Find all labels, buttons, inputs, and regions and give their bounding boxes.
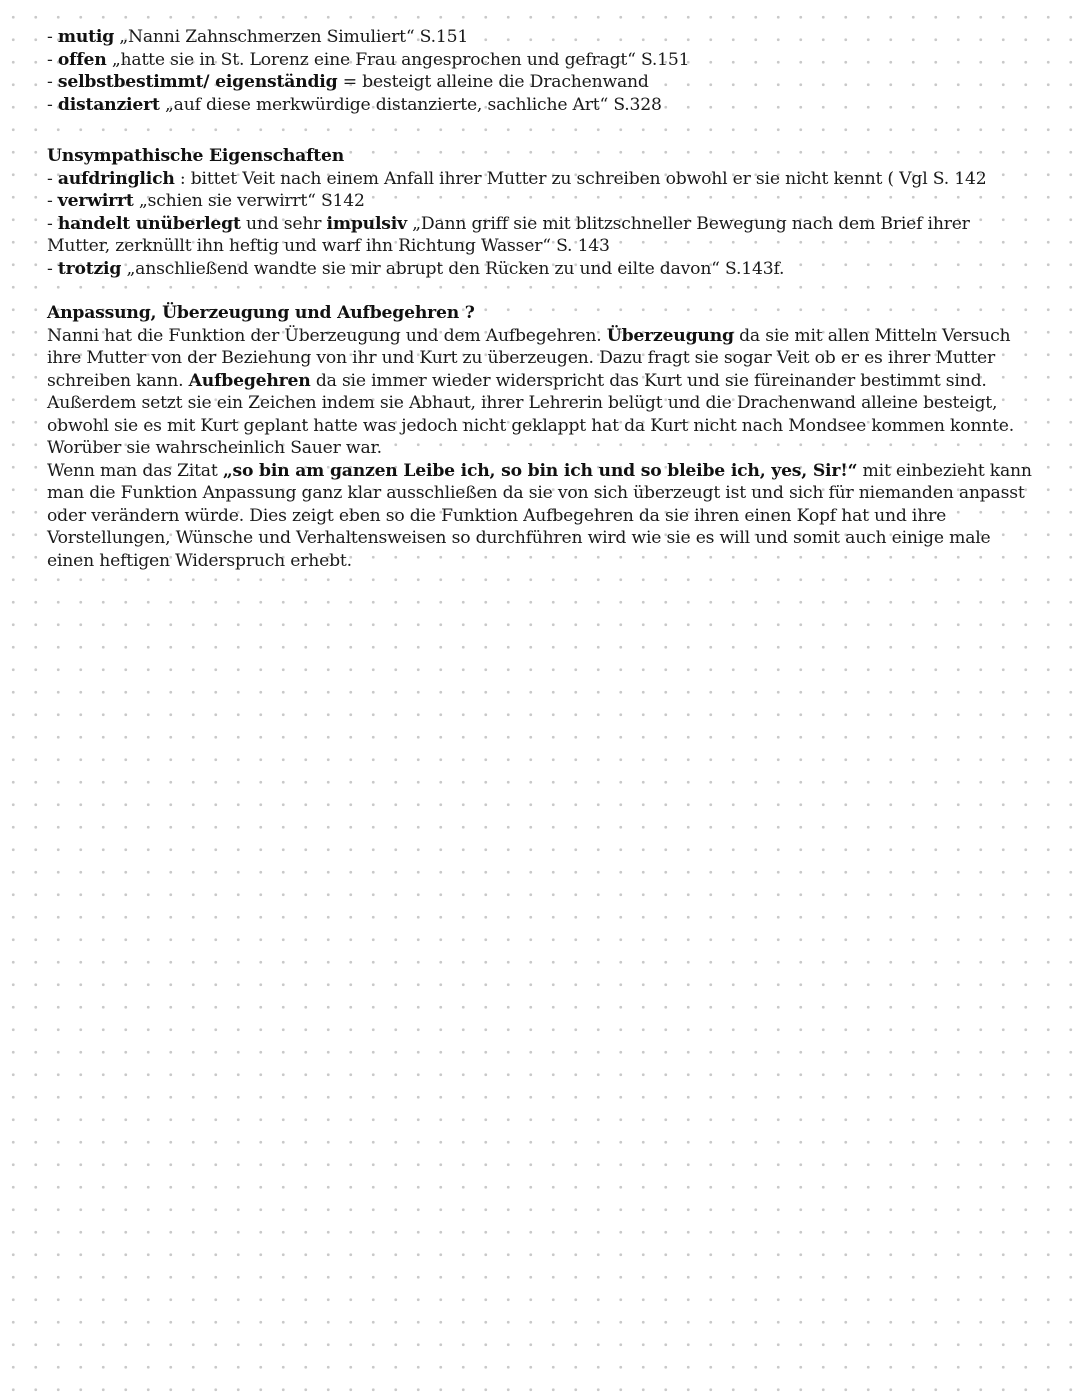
trait-term: offen: [57, 49, 107, 70]
paragraph-text: Wenn man das Zitat: [47, 460, 223, 481]
trait-connector: und sehr: [240, 213, 327, 234]
trait-detail: „Dann griff sie mit blitzschneller Bewegung nach dem Brief ihrer Mutter, zerknüllt ihn heftig und warf ihn Richtung Wasser“ S. 143: [47, 213, 970, 256]
trait-item-aufdringlich: - aufdringlich : bittet Veit nach einem Anfall ihrer Mutter zu schreiben obwohl er sie nicht kennt ( Vgl S. 142: [47, 168, 987, 189]
trait-term: mutig: [57, 27, 115, 47]
positive-traits-list: [47, 26, 1037, 116]
trait-item-mutig: - mutig „Nanni Zahnschmerzen Simuliert“ S.151: [47, 27, 469, 47]
trait-term: selbstbestimmt/ eigenständig: [57, 72, 338, 92]
trait-detail: „schien sie verwirrt“ S142: [133, 191, 365, 211]
trait-term: trotzig: [57, 258, 122, 279]
quote: „so bin am ganzen Leibe ich, so bin ich und so bleibe ich, yes, Sir!“: [222, 460, 858, 481]
unsympathetic-section: [47, 145, 1037, 280]
paragraph-text: da sie mit allen Mitteln Versuch ihre Mutter von der Beziehung von ihr und Kurt zu überzeugen. Dazu fragt sie sogar Veit ob er es ihrer Mutter schreiben kann.: [47, 325, 1011, 391]
analysis-heading: Anpassung, Überzeugung und Aufbegehren ?: [47, 303, 475, 323]
trait-item-distanziert: - distanziert „auf diese merkwürdige distanzierte, sachliche Art“ S.328: [47, 94, 662, 115]
trait-detail: = besteigt alleine die Drachenwand: [337, 72, 649, 92]
trait-term: impulsiv: [326, 213, 407, 234]
trait-item-handelt-unueberlegt: - handelt unüberlegt und sehr impulsiv „Dann griff sie mit blitzschneller Bewegung nach dem Brief ihrer Mutter, zerknüllt ihn heftig und warf ihn Richtung Wasser“ S. 143: [47, 213, 970, 256]
trait-term: aufdringlich: [57, 168, 175, 189]
trait-detail: : bittet Veit nach einem Anfall ihrer Mutter zu schreiben obwohl er sie nicht kennt ( Vgl S. 142: [174, 168, 987, 189]
analysis-paragraph-1: [47, 325, 1037, 460]
trait-item-verwirrt: - verwirrt „schien sie verwirrt“ S142: [47, 191, 365, 211]
keyword-ueberzeugung: Überzeugung: [606, 325, 734, 346]
trait-detail: „anschließend wandte sie mir abrupt den Rücken zu und eilte davon“ S.143f.: [121, 258, 785, 279]
trait-detail: „auf diese merkwürdige distanzierte, sachliche Art“ S.328: [159, 94, 662, 115]
trait-item-offen: - offen „hatte sie in St. Lorenz eine Frau angesprochen und gefragt“ S.151: [47, 49, 690, 70]
trait-term: verwirrt: [57, 191, 134, 211]
paragraph-text: da sie immer wieder widerspricht das Kurt und sie füreinander bestimmt sind. Außerdem setzt sie ein Zeichen indem sie Abhaut, ihrer Lehrerin belügt und die Drachenwand alleine besteigt, obwohl sie es mit Kurt geplant hatte was jedoch nicht geklappt hat da Kurt nicht nach Mondsee kommen konnte. Worüber sie wahrscheinlich Sauer war.: [47, 370, 1015, 458]
trait-term: handelt unüberlegt: [57, 213, 241, 234]
document-page: [47, 26, 1037, 572]
trait-item-trotzig: - trotzig „anschließend wandte sie mir abrupt den Rücken zu und eilte davon“ S.143f.: [47, 258, 785, 279]
paragraph-text: mit einbezieht kann man die Funktion Anpassung ganz klar ausschließen da sie von sich überzeugt ist und sich für niemanden anpasst oder verändern würde. Dies zeigt eben so die Funktion Aufbegehren da sie ihren einen Kopf hat und ihre Vorstellungen, Wünsche und Verhaltensweisen so durchführen wird wie sie es will und somit auch einige male einen heftigen Widerspruch erhebt.: [47, 460, 1032, 571]
analysis-section: [47, 302, 1037, 572]
unsympathetic-heading: Unsympathische Eigenschaften: [47, 146, 345, 166]
trait-item-selbstbestimmt: - selbstbestimmt/ eigenständig = besteigt alleine die Drachenwand: [47, 72, 649, 92]
trait-detail: „Nanni Zahnschmerzen Simuliert“ S.151: [114, 27, 469, 47]
trait-term: distanziert: [57, 94, 160, 115]
keyword-aufbegehren: Aufbegehren: [188, 370, 311, 391]
trait-detail: „hatte sie in St. Lorenz eine Frau angesprochen und gefragt“ S.151: [106, 49, 690, 70]
paragraph-text: Nanni hat die Funktion der Überzeugung und dem Aufbegehren.: [47, 325, 607, 346]
analysis-paragraph-2: [47, 460, 1037, 573]
